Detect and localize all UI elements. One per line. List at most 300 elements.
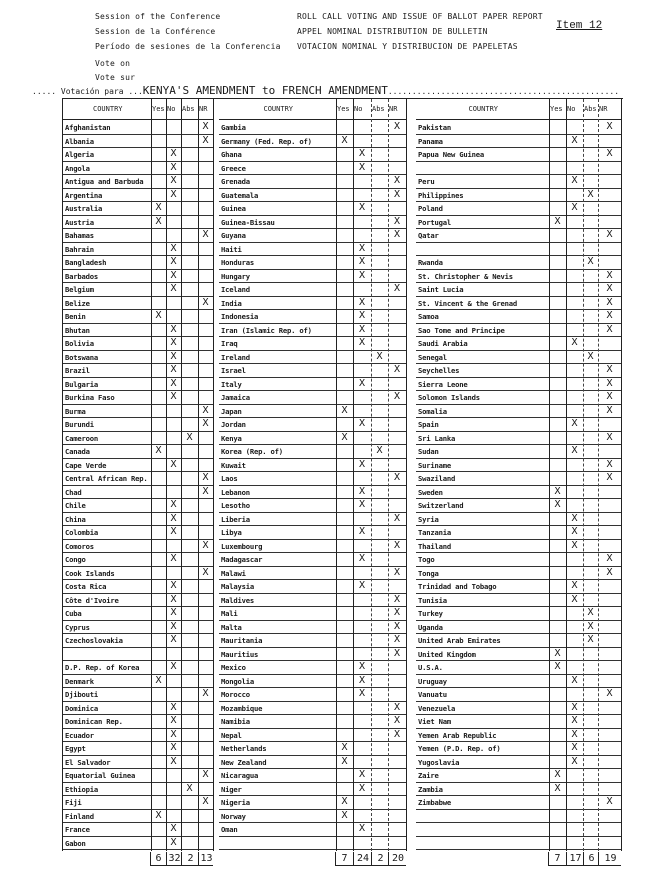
table-row [416, 702, 621, 716]
table-row [416, 796, 621, 810]
table-row [219, 715, 406, 729]
country-name: Bahamas [65, 231, 94, 240]
country-name: Zambia [418, 784, 443, 794]
country-name: Barbados [65, 271, 99, 281]
vote-mark-nr: X [393, 566, 401, 578]
country-name: Turkey [418, 609, 443, 618]
table-row [219, 459, 406, 473]
country-name: Jamaica [221, 393, 250, 402]
vote-mark-nr: X [606, 121, 613, 132]
table-row [219, 121, 406, 135]
table-row [219, 189, 406, 203]
vote-mark-no: X [571, 512, 578, 524]
country-name: Syria [418, 514, 439, 524]
vote-mark-nr: X [606, 364, 613, 375]
country-name: Bangladesh [65, 258, 107, 267]
table-row [219, 594, 406, 608]
vote-mark-nr: X [393, 539, 401, 551]
total-yes: 7 [554, 853, 561, 864]
table-row [63, 175, 213, 189]
table-row [219, 742, 406, 756]
vote-mark-no: X [571, 755, 578, 767]
country-name: Chad [65, 487, 82, 497]
vote-mark-nr: X [202, 121, 209, 132]
country-name: Canada [65, 447, 90, 456]
country-name: Mongolia [221, 676, 255, 686]
table-row [63, 472, 213, 486]
vote-mark-nr: X [393, 283, 401, 294]
vote-mark-no: X [358, 310, 366, 321]
total-nr: 20 [388, 852, 407, 865]
country-name: Guyana [221, 231, 246, 240]
vote-mark-no: X [170, 242, 177, 254]
country-name: Colombia [65, 528, 99, 537]
country-name: Ethiopia [65, 784, 99, 794]
country-name: Iraq [221, 339, 238, 348]
report-title-fr: APPEL NOMINAL DISTRIBUTION DE BULLETIN [297, 27, 488, 36]
vote-mark-no: X [571, 134, 578, 146]
column-header-row [219, 99, 406, 120]
country-name: India [221, 298, 242, 308]
country-name: Chile [65, 501, 86, 510]
total-nr: 13 [198, 852, 214, 865]
table-row [416, 810, 621, 824]
vote-mark-no: X [571, 580, 578, 591]
country-name: Panama [418, 136, 443, 146]
report-title-en: ROLL CALL VOTING AND ISSUE OF BALLOT PAPER REPORT [297, 12, 543, 21]
table-row [416, 459, 621, 473]
column-header-row [416, 99, 621, 120]
vote-mark-no: X [358, 782, 366, 794]
vote-mark-no: X [170, 350, 177, 362]
country-name: Cook Islands [65, 568, 115, 578]
table-row [416, 189, 621, 203]
table-row [219, 823, 406, 837]
table-row [219, 661, 406, 675]
country-name: St. Christopher & Nevis [418, 271, 513, 281]
vote-mark-nr: X [202, 134, 209, 146]
table-row [416, 661, 621, 675]
column-divider [388, 99, 389, 851]
vote-mark-no: X [358, 269, 366, 281]
table-row [416, 675, 621, 689]
vote-mark-nr: X [393, 121, 401, 132]
table-row [63, 567, 213, 581]
table-row [63, 499, 213, 513]
country-name: Saudi Arabia [418, 339, 468, 348]
vote-mark-nr: X [606, 148, 613, 159]
table-row [219, 729, 406, 743]
vote-mark-yes: X [341, 742, 348, 753]
country-name: Seychelles [418, 366, 460, 375]
table-row [219, 499, 406, 513]
country-name: Uruguay [418, 676, 447, 686]
vote-mark-no: X [170, 607, 177, 618]
vote-mark-no: X [358, 688, 366, 699]
country-name: Finland [65, 811, 94, 821]
table-row [219, 148, 406, 162]
vote-mark-no: X [170, 701, 177, 713]
table-row [63, 459, 213, 473]
column-divider [406, 99, 407, 851]
country-name: Mozambique [221, 703, 263, 713]
vote-on-en: Vote on [95, 59, 131, 68]
table-row [63, 810, 213, 824]
table-row [416, 729, 621, 743]
vote-mark-nr: X [606, 229, 613, 240]
table-row [219, 769, 406, 783]
vote-mark-yes: X [554, 485, 561, 497]
country-name: Ireland [221, 352, 250, 362]
country-name: Italy [221, 379, 242, 389]
table-column-1 [63, 99, 213, 851]
vote-mark-no: X [170, 458, 177, 470]
table-row [63, 729, 213, 743]
vote-subject: KENYA'S AMENDMENT to FRENCH AMENDMENT [142, 84, 388, 97]
country-name: Uganda [418, 622, 443, 632]
vote-mark-nr: X [393, 512, 401, 524]
table-row [219, 675, 406, 689]
country-name: Tunisia [418, 595, 447, 605]
vote-mark-nr: X [606, 796, 613, 807]
vote-mark-no: X [170, 836, 177, 848]
country-name: Tanzania [418, 528, 452, 537]
table-row [416, 648, 621, 662]
country-name: Swaziland [418, 474, 456, 483]
table-row [63, 445, 213, 459]
country-name: Tonga [418, 568, 439, 578]
vote-mark-no: X [170, 148, 177, 159]
vote-mark-yes: X [155, 310, 162, 321]
vote-mark-yes: X [155, 202, 162, 213]
country-name: Malawi [221, 568, 246, 578]
table-row [63, 364, 213, 378]
vote-mark-nr: X [393, 620, 401, 632]
country-name: Kuwait [221, 460, 246, 470]
vote-mark-no: X [571, 202, 578, 213]
table-row [416, 216, 621, 230]
total-yes: 6 [155, 853, 162, 864]
vote-mark-nr: X [202, 688, 209, 699]
header-no: No [354, 105, 363, 113]
table-row [416, 202, 621, 216]
table-row [219, 634, 406, 648]
table-row [63, 607, 213, 621]
vote-mark-no: X [358, 526, 366, 537]
table-row [219, 513, 406, 527]
country-name: Togo [418, 555, 435, 564]
session-label-en: Session of the Conference [95, 12, 221, 21]
country-name: Bhutan [65, 325, 90, 335]
table-row [416, 445, 621, 459]
table-row [416, 337, 621, 351]
country-name: Saint Lucia [418, 285, 464, 294]
table-row [63, 310, 213, 324]
vote-mark-abs: X [587, 188, 594, 200]
country-name: Hungary [221, 271, 250, 281]
vote-mark-yes: X [155, 215, 162, 227]
column-header-row [63, 99, 213, 120]
table-row [63, 796, 213, 810]
country-name: Morocco [221, 690, 250, 699]
column-divider [198, 99, 199, 851]
vote-mark-no: X [170, 715, 177, 726]
country-name: Cameroon [65, 433, 99, 443]
country-name: Cape Verde [65, 460, 107, 470]
table-row [416, 418, 621, 432]
vote-mark-nr: X [393, 215, 401, 227]
table-row [219, 648, 406, 662]
country-name: Korea (Rep. of) [221, 447, 283, 456]
vote-mark-nr: X [606, 431, 613, 443]
table-row [416, 715, 621, 729]
table-row [63, 648, 213, 662]
country-name: Mexico [221, 663, 246, 672]
vote-mark-no: X [170, 755, 177, 767]
table-row [63, 661, 213, 675]
total-nr: 19 [598, 852, 622, 865]
country-name: Brazil [65, 366, 90, 375]
vote-mark-nr: X [393, 634, 401, 645]
country-name: Burundi [65, 420, 94, 429]
table-row [219, 810, 406, 824]
vote-on-es: ..... Votación para ... [32, 87, 143, 96]
vote-mark-nr: X [202, 229, 209, 240]
header-abs: Abs [584, 105, 597, 113]
vote-mark-no: X [571, 337, 578, 348]
column-divider [181, 99, 182, 851]
table-row [219, 472, 406, 486]
table-row [416, 432, 621, 446]
vote-mark-nr: X [606, 296, 613, 308]
table-row [416, 162, 621, 176]
table-row [416, 769, 621, 783]
country-name: Laos [221, 474, 238, 483]
country-name: Germany (Fed. Rep. of) [221, 136, 312, 146]
country-name: St. Vincent & the Grenad [418, 298, 518, 308]
table-column-3 [416, 99, 621, 851]
table-row [416, 553, 621, 567]
country-name: Senegal [418, 352, 447, 362]
country-name: Madagascar [221, 555, 263, 564]
country-name: Austria [65, 217, 94, 227]
country-name: Fiji [65, 798, 82, 807]
vote-mark-nr: X [606, 688, 613, 699]
table-row [219, 297, 406, 311]
vote-mark-nr: X [202, 418, 209, 429]
vote-mark-nr: X [393, 472, 401, 483]
vote-mark-nr: X [393, 647, 401, 659]
roll-call-table [62, 98, 623, 851]
column-divider [166, 99, 167, 851]
table-row [219, 567, 406, 581]
table-row [416, 364, 621, 378]
table-row [416, 283, 621, 297]
vote-mark-abs: X [186, 431, 193, 443]
country-name: New Zealand [221, 757, 267, 767]
table-row [219, 418, 406, 432]
table-row [416, 688, 621, 702]
vote-mark-yes: X [554, 769, 561, 780]
table-row [63, 229, 213, 243]
country-name: Greece [221, 163, 246, 173]
country-name: Yugoslavia [418, 757, 460, 767]
table-row [219, 229, 406, 243]
country-name: Argentina [65, 190, 103, 200]
table-row [416, 270, 621, 284]
table-row [219, 243, 406, 257]
country-name: Ghana [221, 150, 242, 159]
vote-mark-yes: X [341, 796, 348, 807]
vote-mark-no: X [358, 661, 366, 672]
vote-mark-nr: X [606, 472, 613, 483]
country-name: Netherlands [221, 744, 267, 753]
vote-mark-no: X [358, 674, 366, 686]
country-name: United Arab Emirates [418, 636, 501, 645]
country-name: U.S.A. [418, 663, 443, 672]
table-row [219, 364, 406, 378]
country-name: Peru [418, 177, 435, 186]
country-name: Angola [65, 163, 90, 173]
vote-mark-no: X [170, 661, 177, 672]
vote-mark-yes: X [554, 647, 561, 659]
vote-mark-nr: X [606, 458, 613, 470]
country-name: Rwanda [418, 258, 443, 267]
country-name: Mauritania [221, 636, 263, 645]
country-name: Australia [65, 204, 103, 213]
country-name: Lesotho [221, 501, 250, 510]
country-name: Vanuatu [418, 690, 447, 699]
vote-mark-yes: X [341, 431, 348, 443]
country-name: Botswana [65, 352, 99, 362]
table-row [219, 378, 406, 392]
vote-mark-no: X [358, 148, 366, 159]
session-label-es: Período de sesiones de la Conferencia [95, 42, 281, 51]
country-name: Comoros [65, 541, 94, 551]
vote-mark-no: X [571, 728, 578, 740]
vote-mark-nr: X [393, 607, 401, 618]
vote-mark-no: X [358, 377, 366, 389]
table-row [219, 837, 406, 851]
table-row [63, 432, 213, 446]
table-row [416, 526, 621, 540]
country-name: Yemen Arab Republic [418, 730, 497, 740]
vote-mark-nr: X [606, 323, 613, 335]
header-abs: Abs [372, 105, 385, 113]
vote-mark-no: X [170, 512, 177, 524]
country-name: Suriname [418, 460, 452, 470]
table-row [63, 675, 213, 689]
table-row [219, 688, 406, 702]
table-row [63, 526, 213, 540]
total-no: 17 [566, 852, 584, 865]
country-name: Liberia [221, 514, 250, 524]
country-name: Japan [221, 406, 242, 416]
country-name: Venezuela [418, 703, 456, 713]
table-row [63, 702, 213, 716]
table-row [219, 486, 406, 500]
table-row [416, 580, 621, 594]
country-name: Somalia [418, 406, 447, 416]
vote-mark-no: X [170, 337, 177, 348]
country-name: Honduras [221, 258, 255, 267]
vote-mark-no: X [571, 526, 578, 537]
table-row [219, 702, 406, 716]
country-name: Lebanon [221, 487, 250, 497]
vote-mark-no: X [358, 256, 366, 267]
table-row [219, 621, 406, 635]
vote-mark-nr: X [606, 404, 613, 416]
table-row [219, 256, 406, 270]
vote-mark-no: X [571, 674, 578, 686]
table-row [219, 283, 406, 297]
vote-mark-abs: X [376, 350, 383, 362]
column-divider [583, 99, 584, 851]
header-nr: NR [199, 105, 208, 113]
vote-mark-no: X [170, 742, 177, 753]
vote-mark-nr: X [606, 310, 613, 321]
vote-mark-nr: X [202, 539, 209, 551]
table-row [63, 351, 213, 365]
vote-mark-nr: X [202, 404, 209, 416]
vote-mark-nr: X [393, 188, 401, 200]
table-row [219, 526, 406, 540]
country-name: Pakistan [418, 123, 452, 132]
country-name: Equatorial Guinea [65, 771, 136, 780]
total-yes: 7 [341, 853, 348, 864]
table-row [63, 135, 213, 149]
country-name: Israel [221, 366, 246, 375]
table-row [416, 472, 621, 486]
country-name: China [65, 514, 86, 524]
country-name: Gabon [65, 838, 86, 848]
country-name: Guinea [221, 204, 246, 213]
vote-totals [548, 852, 621, 866]
country-name: Dominican Rep. [65, 717, 123, 726]
country-name: Namibia [221, 717, 250, 726]
vote-mark-no: X [358, 769, 366, 780]
total-no: 32 [166, 852, 182, 865]
total-abs: 6 [583, 852, 599, 865]
table-row [63, 634, 213, 648]
table-row [219, 175, 406, 189]
header-yes: Yes [152, 105, 165, 113]
table-row [219, 391, 406, 405]
table-row [416, 135, 621, 149]
country-name: Zimbabwe [418, 798, 452, 807]
country-name: Samoa [418, 312, 439, 321]
vote-mark-yes: X [341, 755, 348, 767]
vote-mark-no: X [571, 593, 578, 605]
vote-mark-no: X [170, 391, 177, 402]
vote-mark-no: X [358, 553, 366, 564]
country-name: Indonesia [221, 312, 259, 321]
country-name: Jordan [221, 420, 246, 429]
vote-mark-no: X [170, 283, 177, 294]
table-row [219, 796, 406, 810]
table-row [219, 553, 406, 567]
table-row [416, 499, 621, 513]
country-name: Trinidad and Tobago [418, 582, 497, 591]
vote-mark-nr: X [393, 593, 401, 605]
table-row [416, 391, 621, 405]
vote-mark-no: X [170, 620, 177, 632]
table-row [219, 351, 406, 365]
table-row [416, 594, 621, 608]
column-divider [621, 99, 622, 851]
country-name: Cyprus [65, 622, 90, 632]
country-name: Sri Lanka [418, 433, 456, 443]
